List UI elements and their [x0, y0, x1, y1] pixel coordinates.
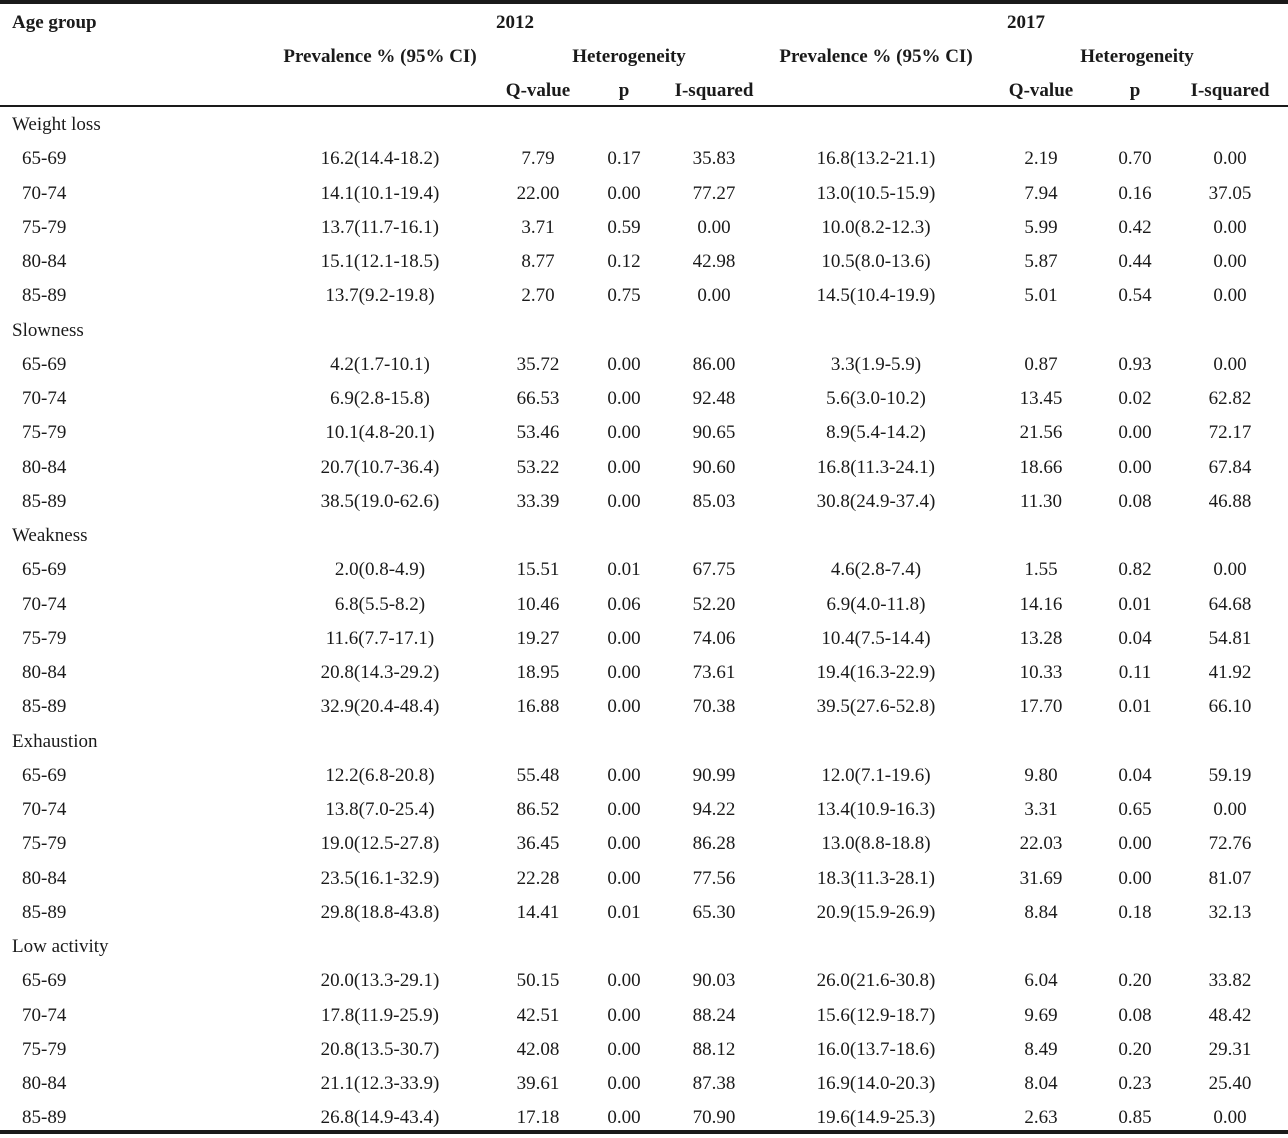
cell-i-squared-2017: 72.76 [1208, 833, 1252, 855]
cell-i-squared-2017: 0.00 [1213, 1107, 1247, 1129]
cell-prevalence-2017: 16.9(14.0-20.3) [816, 1073, 936, 1094]
cell-q-value-2012: 18.95 [516, 662, 560, 683]
cell-p-2012: 0.00 [607, 867, 641, 889]
cell-i-squared-2017: 0.00 [1213, 148, 1247, 170]
group-label: Exhaustion [12, 730, 98, 752]
cell-prevalence-2012: 10.1(4.8-20.1) [325, 422, 435, 444]
cell-q-value-2017: 8.84 [1024, 901, 1058, 923]
cell-i-squared-2017: 0.00 [1213, 285, 1247, 307]
cell-prevalence-2012: 16.2(14.4-18.2) [320, 148, 440, 170]
cell-q-value-2012: 53.22 [516, 456, 560, 478]
cell-prevalence-2017: 14.5(10.4-19.9) [816, 285, 936, 307]
cell-i-squared-2017: 29.31 [1208, 1038, 1252, 1060]
cell-p-2017: 0.20 [1118, 1038, 1152, 1060]
cell-q-value-2017: 8.49 [1024, 1038, 1058, 1060]
cell-p-2017: 0.11 [1118, 662, 1152, 683]
cell-q-value-2012: 14.41 [516, 901, 560, 923]
cell-i-squared-2012: 52.20 [692, 593, 736, 615]
cell-q-value-2012: 2.70 [521, 285, 555, 307]
cell-p-2012: 0.00 [607, 799, 641, 820]
cell-p-2012: 0.00 [607, 388, 641, 409]
cell-p-2017: 0.20 [1118, 970, 1152, 992]
cell-prevalence-2017: 18.3(11.3-28.1) [816, 867, 936, 889]
cell-i-squared-2012: 94.22 [692, 799, 736, 820]
cell-p-2017: 0.65 [1118, 799, 1152, 820]
cell-p-2012: 0.00 [607, 182, 641, 204]
cell-prevalence-2017: 26.0(21.6-30.8) [816, 970, 936, 992]
cell-q-value-2012: 53.46 [516, 422, 560, 444]
cell-p-2012: 0.00 [607, 1004, 641, 1026]
cell-q-value-2017: 18.66 [1019, 456, 1063, 478]
cell-q-value-2012: 86.52 [516, 799, 560, 820]
cell-age-group: 65-69 [22, 559, 67, 581]
cell-i-squared-2012: 74.06 [692, 627, 736, 649]
cell-i-squared-2012: 90.03 [692, 970, 736, 992]
cell-prevalence-2012: 11.6(7.7-17.1) [325, 627, 435, 649]
header-age-group: Age group [12, 12, 97, 33]
cell-q-value-2012: 22.28 [516, 867, 560, 889]
cell-i-squared-2012: 88.12 [692, 1038, 736, 1060]
cell-i-squared-2012: 87.38 [692, 1073, 736, 1094]
cell-q-value-2012: 10.46 [516, 593, 560, 615]
cell-i-squared-2012: 35.83 [692, 148, 736, 170]
cell-age-group: 80-84 [22, 662, 67, 683]
cell-prevalence-2012: 23.5(16.1-32.9) [320, 867, 440, 889]
cell-i-squared-2012: 90.65 [692, 422, 736, 444]
cell-age-group: 85-89 [22, 490, 67, 512]
cell-age-group: 70-74 [22, 388, 67, 409]
cell-q-value-2017: 2.19 [1024, 148, 1058, 170]
header-heterogeneity-2017: Heterogeneity [1080, 46, 1194, 67]
cell-i-squared-2012: 92.48 [692, 388, 736, 409]
cell-age-group: 80-84 [22, 1073, 67, 1094]
cell-i-squared-2012: 67.75 [692, 559, 736, 581]
cell-p-2017: 0.00 [1118, 867, 1152, 889]
cell-q-value-2012: 55.48 [516, 764, 560, 786]
cell-p-2017: 0.00 [1118, 422, 1152, 444]
cell-i-squared-2017: 54.81 [1208, 627, 1252, 649]
cell-prevalence-2017: 3.3(1.9-5.9) [830, 353, 922, 375]
cell-i-squared-2012: 86.28 [692, 833, 736, 855]
cell-p-2012: 0.00 [607, 970, 641, 992]
cell-i-squared-2017: 41.92 [1208, 662, 1252, 683]
cell-prevalence-2012: 6.8(5.5-8.2) [334, 593, 426, 615]
cell-i-squared-2012: 73.61 [692, 662, 736, 683]
header-q-value-2017: Q-value [1008, 80, 1074, 101]
cell-q-value-2012: 36.45 [516, 833, 560, 855]
header-i-squared-2017: I-squared [1190, 80, 1270, 101]
cell-i-squared-2012: 65.30 [692, 901, 736, 923]
cell-prevalence-2012: 13.7(11.7-16.1) [320, 216, 440, 238]
cell-p-2012: 0.00 [607, 490, 641, 512]
cell-age-group: 65-69 [22, 764, 67, 786]
cell-q-value-2017: 21.56 [1019, 422, 1063, 444]
cell-q-value-2017: 7.94 [1024, 182, 1058, 204]
cell-i-squared-2012: 42.98 [692, 251, 736, 272]
cell-i-squared-2012: 0.00 [697, 216, 731, 238]
cell-p-2012: 0.75 [607, 285, 641, 307]
cell-q-value-2017: 5.01 [1024, 285, 1058, 307]
cell-age-group: 70-74 [22, 1004, 67, 1026]
cell-q-value-2017: 17.70 [1019, 696, 1063, 718]
cell-p-2017: 0.93 [1118, 353, 1152, 375]
cell-prevalence-2012: 29.8(18.8-43.8) [320, 901, 440, 923]
group-label: Low activity [12, 936, 109, 957]
cell-q-value-2017: 13.45 [1019, 388, 1063, 409]
cell-q-value-2017: 22.03 [1019, 833, 1063, 855]
cell-prevalence-2017: 10.4(7.5-14.4) [821, 627, 931, 649]
cell-age-group: 85-89 [22, 696, 67, 718]
cell-i-squared-2012: 86.00 [692, 353, 736, 375]
cell-q-value-2012: 42.51 [516, 1004, 560, 1026]
header-p-2012: p [618, 80, 630, 101]
cell-q-value-2012: 35.72 [516, 353, 560, 375]
cell-age-group: 75-79 [22, 422, 67, 444]
cell-p-2017: 0.44 [1118, 251, 1152, 272]
cell-prevalence-2017: 20.9(15.9-26.9) [816, 901, 936, 923]
cell-p-2017: 0.23 [1118, 1073, 1152, 1094]
cell-prevalence-2017: 10.5(8.0-13.6) [821, 251, 931, 272]
cell-p-2017: 0.08 [1118, 490, 1152, 512]
cell-prevalence-2017: 12.0(7.1-19.6) [821, 764, 931, 786]
cell-q-value-2017: 9.80 [1024, 764, 1058, 786]
cell-age-group: 65-69 [22, 353, 67, 375]
cell-prevalence-2012: 12.2(6.8-20.8) [325, 764, 435, 786]
cell-prevalence-2017: 15.6(12.9-18.7) [816, 1004, 936, 1026]
cell-prevalence-2017: 16.8(13.2-21.1) [816, 148, 936, 170]
cell-p-2012: 0.59 [607, 216, 641, 238]
cell-q-value-2012: 17.18 [516, 1107, 560, 1129]
cell-p-2017: 0.70 [1118, 148, 1152, 170]
cell-prevalence-2017: 13.4(10.9-16.3) [816, 799, 936, 820]
cell-age-group: 85-89 [22, 285, 67, 307]
cell-prevalence-2012: 20.7(10.7-36.4) [320, 456, 440, 478]
cell-prevalence-2012: 19.0(12.5-27.8) [320, 833, 440, 855]
cell-q-value-2012: 3.71 [521, 216, 555, 238]
cell-i-squared-2017: 72.17 [1208, 422, 1252, 444]
cell-i-squared-2012: 85.03 [692, 490, 736, 512]
cell-prevalence-2012: 13.8(7.0-25.4) [325, 799, 435, 820]
cell-prevalence-2012: 20.8(13.5-30.7) [320, 1038, 440, 1060]
cell-i-squared-2017: 81.07 [1208, 867, 1252, 889]
cell-q-value-2017: 14.16 [1019, 593, 1063, 615]
cell-p-2012: 0.00 [607, 1073, 641, 1094]
cell-age-group: 75-79 [22, 216, 67, 238]
cell-i-squared-2012: 70.90 [692, 1107, 736, 1129]
header-bottom-rule [0, 105, 1288, 107]
cell-prevalence-2017: 5.6(3.0-10.2) [826, 388, 926, 409]
cell-prevalence-2017: 16.0(13.7-18.6) [816, 1038, 936, 1060]
cell-age-group: 85-89 [22, 1107, 67, 1129]
cell-i-squared-2012: 90.60 [692, 456, 736, 478]
cell-q-value-2017: 3.31 [1024, 799, 1058, 820]
cell-q-value-2017: 11.30 [1019, 490, 1063, 512]
header-p-2017: p [1129, 80, 1141, 101]
cell-i-squared-2017: 62.82 [1208, 388, 1252, 409]
cell-prevalence-2012: 14.1(10.1-19.4) [320, 182, 440, 204]
cell-i-squared-2017: 59.19 [1208, 764, 1252, 786]
cell-p-2012: 0.06 [607, 593, 641, 615]
cell-p-2017: 0.42 [1118, 216, 1152, 238]
cell-p-2017: 0.01 [1118, 696, 1152, 718]
cell-q-value-2012: 7.79 [521, 148, 555, 170]
cell-age-group: 75-79 [22, 627, 67, 649]
cell-q-value-2012: 50.15 [516, 970, 560, 992]
cell-age-group: 75-79 [22, 1038, 67, 1060]
cell-age-group: 65-69 [22, 148, 67, 170]
cell-p-2012: 0.00 [607, 627, 641, 649]
cell-p-2017: 0.85 [1118, 1107, 1152, 1129]
cell-i-squared-2017: 67.84 [1208, 456, 1252, 478]
cell-prevalence-2017: 19.6(14.9-25.3) [816, 1107, 936, 1129]
table-top-rule [0, 0, 1288, 4]
cell-q-value-2012: 22.00 [516, 182, 560, 204]
cell-q-value-2017: 31.69 [1019, 867, 1063, 889]
cell-i-squared-2017: 0.00 [1213, 353, 1247, 375]
header-heterogeneity-2012: Heterogeneity [572, 46, 686, 67]
cell-p-2012: 0.00 [607, 764, 641, 786]
cell-age-group: 85-89 [22, 901, 67, 923]
cell-prevalence-2012: 32.9(20.4-48.4) [320, 696, 440, 718]
cell-i-squared-2012: 88.24 [692, 1004, 736, 1026]
cell-age-group: 65-69 [22, 970, 67, 992]
cell-p-2017: 0.00 [1118, 456, 1152, 478]
cell-p-2012: 0.00 [607, 662, 641, 683]
cell-i-squared-2017: 0.00 [1213, 216, 1247, 238]
cell-q-value-2017: 5.87 [1024, 251, 1058, 272]
cell-i-squared-2017: 48.42 [1208, 1004, 1252, 1026]
cell-prevalence-2012: 21.1(12.3-33.9) [320, 1073, 440, 1094]
header-q-value-2012: Q-value [505, 80, 571, 101]
cell-prevalence-2012: 20.0(13.3-29.1) [320, 970, 440, 992]
cell-p-2017: 0.18 [1118, 901, 1152, 923]
cell-i-squared-2017: 0.00 [1213, 251, 1247, 272]
cell-p-2017: 0.16 [1118, 182, 1152, 204]
header-prevalence-2017: Prevalence % (95% CI) [779, 46, 973, 67]
table-bottom-rule [0, 1130, 1288, 1134]
cell-p-2012: 0.00 [607, 1107, 641, 1129]
cell-p-2012: 0.00 [607, 422, 641, 444]
cell-i-squared-2017: 46.88 [1208, 490, 1252, 512]
cell-age-group: 70-74 [22, 799, 67, 820]
header-i-squared-2012: I-squared [674, 80, 754, 101]
cell-p-2017: 0.02 [1118, 388, 1152, 409]
cell-prevalence-2012: 20.8(14.3-29.2) [320, 662, 440, 683]
cell-age-group: 80-84 [22, 867, 67, 889]
cell-age-group: 70-74 [22, 593, 67, 615]
cell-q-value-2012: 33.39 [516, 490, 560, 512]
cell-prevalence-2012: 13.7(9.2-19.8) [325, 285, 435, 307]
cell-i-squared-2012: 0.00 [697, 285, 731, 307]
header-year-2012: 2012 [496, 12, 534, 33]
cell-p-2017: 0.01 [1118, 593, 1152, 615]
group-label: Slowness [12, 319, 84, 341]
cell-q-value-2017: 10.33 [1019, 662, 1063, 683]
cell-q-value-2012: 39.61 [516, 1073, 560, 1094]
cell-q-value-2012: 15.51 [516, 559, 560, 581]
cell-i-squared-2017: 33.82 [1208, 970, 1252, 992]
cell-prevalence-2012: 4.2(1.7-10.1) [330, 353, 430, 375]
cell-p-2017: 0.08 [1118, 1004, 1152, 1026]
cell-q-value-2012: 42.08 [516, 1038, 560, 1060]
cell-p-2012: 0.01 [607, 559, 641, 581]
cell-q-value-2012: 8.77 [521, 251, 555, 272]
header-year-2017: 2017 [1007, 12, 1045, 33]
cell-prevalence-2017: 13.0(8.8-18.8) [821, 833, 931, 855]
cell-q-value-2017: 5.99 [1024, 216, 1058, 238]
cell-p-2017: 0.04 [1118, 764, 1152, 786]
cell-prevalence-2017: 30.8(24.9-37.4) [816, 490, 936, 512]
cell-prevalence-2012: 6.9(2.8-15.8) [330, 388, 430, 409]
cell-prevalence-2012: 2.0(0.8-4.9) [334, 559, 426, 581]
cell-prevalence-2017: 8.9(5.4-14.2) [826, 422, 926, 444]
cell-prevalence-2017: 13.0(10.5-15.9) [816, 182, 936, 204]
cell-i-squared-2012: 77.27 [692, 182, 736, 204]
cell-prevalence-2017: 39.5(27.6-52.8) [816, 696, 936, 718]
cell-age-group: 80-84 [22, 456, 67, 478]
cell-i-squared-2012: 90.99 [692, 764, 736, 786]
group-label: Weakness [12, 525, 88, 546]
cell-age-group: 80-84 [22, 251, 67, 272]
cell-i-squared-2017: 64.68 [1208, 593, 1252, 615]
cell-q-value-2017: 2.63 [1024, 1107, 1058, 1129]
cell-p-2012: 0.00 [607, 833, 641, 855]
cell-prevalence-2012: 26.8(14.9-43.4) [320, 1107, 440, 1129]
cell-age-group: 75-79 [22, 833, 67, 855]
cell-p-2017: 0.54 [1118, 285, 1152, 307]
cell-p-2012: 0.00 [607, 1038, 641, 1060]
cell-q-value-2012: 16.88 [516, 696, 560, 718]
cell-q-value-2017: 6.04 [1024, 970, 1058, 992]
group-label: Weight loss [12, 114, 101, 135]
cell-p-2012: 0.00 [607, 456, 641, 478]
cell-p-2012: 0.17 [607, 148, 641, 170]
cell-i-squared-2017: 37.05 [1208, 182, 1252, 204]
cell-prevalence-2017: 6.9(4.0-11.8) [826, 593, 926, 615]
cell-p-2017: 0.82 [1118, 559, 1152, 581]
cell-prevalence-2017: 16.8(11.3-24.1) [816, 456, 936, 478]
cell-age-group: 70-74 [22, 182, 67, 204]
cell-i-squared-2017: 0.00 [1213, 559, 1247, 581]
cell-q-value-2017: 9.69 [1024, 1004, 1058, 1026]
cell-prevalence-2017: 10.0(8.2-12.3) [821, 216, 931, 238]
cell-i-squared-2017: 66.10 [1208, 696, 1252, 718]
cell-q-value-2017: 8.04 [1024, 1073, 1058, 1094]
cell-prevalence-2012: 38.5(19.0-62.6) [320, 490, 440, 512]
cell-prevalence-2012: 17.8(11.9-25.9) [320, 1004, 440, 1026]
cell-i-squared-2017: 0.00 [1213, 799, 1247, 820]
cell-prevalence-2017: 4.6(2.8-7.4) [830, 559, 922, 581]
cell-q-value-2017: 0.87 [1024, 353, 1058, 375]
cell-i-squared-2012: 70.38 [692, 696, 736, 718]
cell-i-squared-2017: 32.13 [1208, 901, 1252, 923]
cell-p-2012: 0.00 [607, 696, 641, 718]
cell-q-value-2017: 1.55 [1024, 559, 1058, 581]
cell-q-value-2017: 13.28 [1019, 627, 1063, 649]
cell-p-2012: 0.12 [607, 251, 641, 272]
cell-p-2017: 0.00 [1118, 833, 1152, 855]
cell-q-value-2012: 66.53 [516, 388, 560, 409]
cell-p-2012: 0.00 [607, 353, 641, 375]
cell-p-2012: 0.01 [607, 901, 641, 923]
cell-prevalence-2012: 15.1(12.1-18.5) [320, 251, 440, 272]
cell-i-squared-2017: 25.40 [1208, 1073, 1252, 1094]
cell-prevalence-2017: 19.4(16.3-22.9) [816, 662, 936, 683]
cell-i-squared-2012: 77.56 [692, 867, 736, 889]
cell-q-value-2012: 19.27 [516, 627, 560, 649]
cell-p-2017: 0.04 [1118, 627, 1152, 649]
header-prevalence-2012: Prevalence % (95% CI) [283, 46, 477, 67]
